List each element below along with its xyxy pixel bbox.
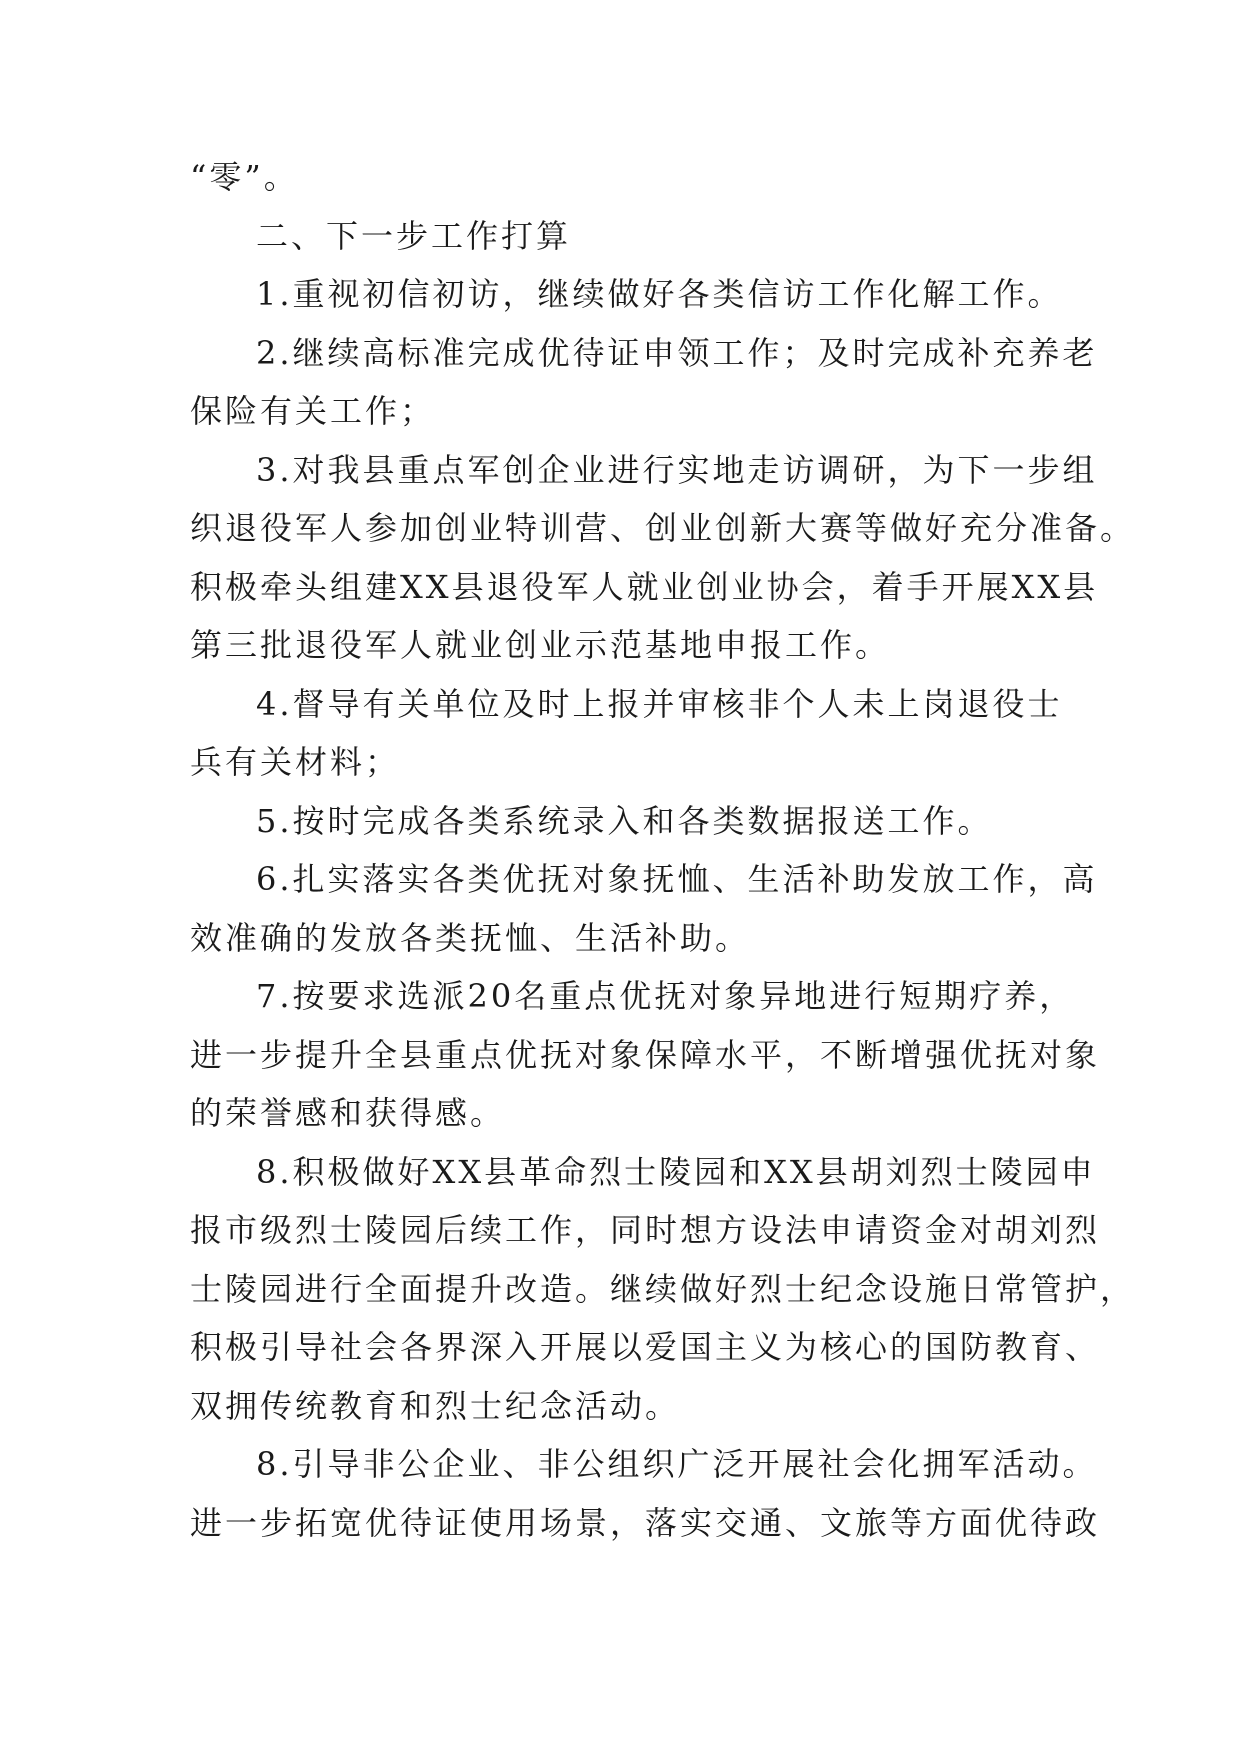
text-line-item-8a-cont: 报市级烈士陵园后续工作，同时想方设法申请资金对胡刘烈 — [190, 1211, 1101, 1249]
text-line-item-7-cont: 的荣誉感和获得感。 — [190, 1094, 506, 1132]
text-line-item-4-cont: 兵有关材料； — [190, 743, 401, 781]
text-line-item-8a-cont: 积极引导社会各界深入开展以爱国主义为核心的国防教育、 — [190, 1328, 1101, 1366]
text-line-item-7-cont: 进一步提升全县重点优抚对象保障水平，不断增强优抚对象 — [190, 1035, 1101, 1074]
text-line-continuation: “零”。 — [190, 158, 299, 196]
text-line-item-5: 5.按时完成各类系统录入和各类数据报送工作。 — [256, 801, 993, 840]
text-line-item-3-cont: 第三批退役军人就业创业示范基地申报工作。 — [190, 626, 891, 664]
text-line-item-2: 2.继续高标准完成优待证申领工作；及时完成补充养老 — [256, 333, 1098, 372]
section-heading: 二、下一步工作打算 — [256, 216, 572, 255]
text-line-item-3-cont: 积极牵头组建XX县退役军人就业创业协会，着手开展XX县 — [190, 567, 1099, 606]
text-line-item-4: 4.督导有关单位及时上报并审核非个人未上岗退役士 — [256, 684, 1063, 723]
text-line-item-8a-cont: 双拥传统教育和烈士纪念活动。 — [190, 1386, 681, 1425]
text-line-item-8a-cont: 士陵园进行全面提升改造。继续做好烈士纪念设施日常管护， — [190, 1269, 1136, 1308]
text-line-item-2-cont: 保险有关工作； — [190, 392, 436, 430]
text-line-item-3: 3.对我县重点军创企业进行实地走访调研，为下一步组 — [256, 450, 1098, 489]
text-line-item-7: 7.按要求选派20名重点优抚对象异地进行短期疗养， — [256, 977, 1075, 1015]
text-line-item-8b: 8.引导非公企业、非公组织广泛开展社会化拥军活动。 — [256, 1445, 1098, 1483]
text-line-item-3-cont: 织退役军人参加创业特训营、创业创新大赛等做好充分准备。 — [190, 509, 1136, 547]
text-line-item-8a: 8.积极做好XX县革命烈士陵园和XX县胡刘烈士陵园申 — [256, 1152, 1096, 1191]
text-line-item-6-cont: 效准确的发放各类抚恤、生活补助。 — [190, 918, 751, 957]
text-line-item-6: 6.扎实落实各类优抚对象抚恤、生活补助发放工作，高 — [256, 860, 1098, 898]
document-body — [190, 148, 1136, 1552]
text-line-item-8b-cont: 进一步拓宽优待证使用场景，落实交通、文旅等方面优待政 — [190, 1503, 1101, 1542]
text-line-item-1: 1.重视初信初访，继续做好各类信访工作化解工作。 — [256, 275, 1063, 313]
